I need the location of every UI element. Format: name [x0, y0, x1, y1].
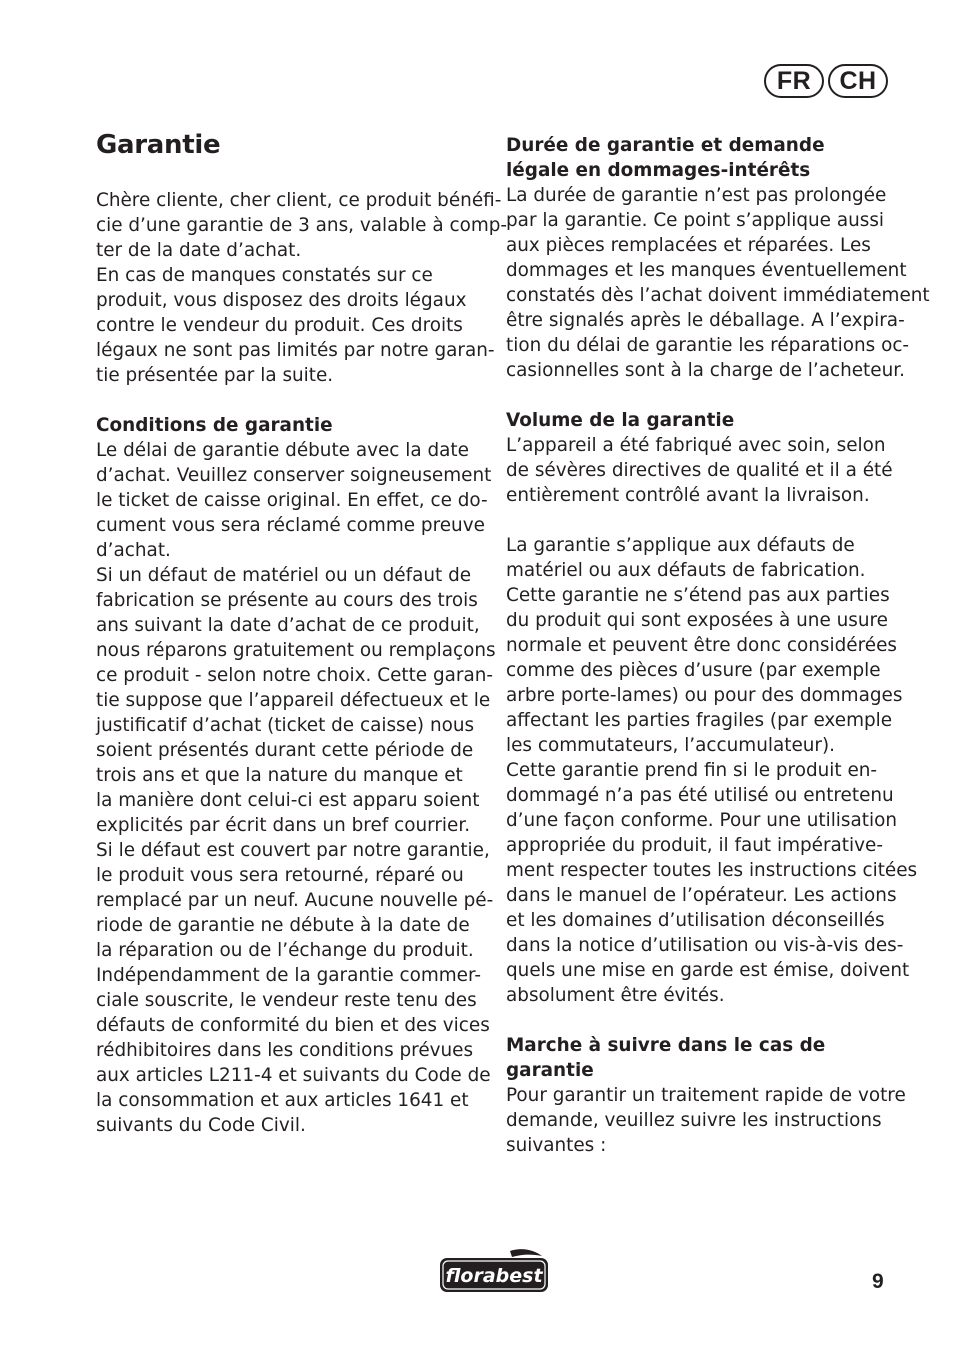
text-line: les commutateurs, l’accumulateur). — [506, 735, 836, 756]
scope-heading: Volume de la garantie — [506, 410, 735, 431]
text-line: dommagé n’a pas été utilisé ou entretenu — [506, 785, 894, 806]
text-line: arbre porte-lames) ou pour des dommages — [506, 685, 903, 706]
text-line: être signalés après le déballage. A l’expira- — [506, 310, 905, 331]
text-line: ment respecter toutes les instructions citées — [506, 860, 918, 881]
text-line: Cette garantie prend fin si le produit en- — [506, 760, 878, 781]
text-line: casionnelles sont à la charge de l’acheteur. — [506, 360, 905, 381]
text-line: tie présentée par la suite. — [96, 365, 334, 386]
text-line: La garantie s’applique aux défauts de — [506, 535, 855, 556]
text-line: Indépendamment de la garantie commer- — [96, 965, 482, 986]
text-line: du produit qui sont exposées à une usure — [506, 610, 888, 631]
text-line: le ticket de caisse original. En effet, ce do- — [96, 490, 488, 511]
lang-badge-ch: CH — [828, 64, 888, 98]
text-line: ce produit - selon notre choix. Cette garan- — [96, 665, 494, 686]
text-line: normale et peuvent être donc considérées — [506, 635, 897, 656]
text-line: légale en dommages-intérêts — [506, 160, 811, 181]
right-column — [506, 133, 930, 1158]
text-line: d’achat. Veuillez conserver soigneusement — [96, 465, 492, 486]
text-line: tion du délai de garantie les réparations oc- — [506, 335, 910, 356]
text-line: nous réparons gratuitement ou remplaçons — [96, 640, 496, 661]
text-line: rédhibitoires dans les conditions prévues — [96, 1040, 474, 1061]
text-line: aux pièces remplacées et réparées. Les — [506, 235, 871, 256]
text-line: Marche à suivre dans le cas de — [506, 1035, 826, 1056]
left-column — [96, 130, 508, 1138]
page-title: Garantie — [96, 130, 221, 160]
text-line: d’une façon conforme. Pour une utilisation — [506, 810, 897, 831]
text-line: remplacé par un neuf. Aucune nouvelle pé- — [96, 890, 494, 911]
text-line: et les domaines d’utilisation déconseillés — [506, 910, 885, 931]
text-line: ans suivant la date d’achat de ce produit, — [96, 615, 480, 636]
text-line: tie suppose que l’appareil défectueux et le — [96, 690, 491, 711]
text-line: absolument être évités. — [506, 985, 725, 1006]
text-line: L’appareil a été fabriqué avec soin, selon — [506, 435, 886, 456]
text-line: cument vous sera réclamé comme preuve — [96, 515, 485, 536]
florabest-logo — [438, 1248, 550, 1296]
text-line: légaux ne sont pas limités par notre garan- — [96, 340, 495, 361]
text-line: aux articles L211-4 et suivants du Code de — [96, 1065, 491, 1086]
text-line: comme des pièces d’usure (par exemple — [506, 660, 881, 681]
text-line: ciale souscrite, le vendeur reste tenu des — [96, 990, 477, 1011]
text-line: entièrement contrôlé avant la livraison. — [506, 485, 870, 506]
text-line: dommages et les manques éventuellement — [506, 260, 907, 281]
page-number: 9 — [872, 1270, 884, 1293]
scope-paragraph-2 — [506, 533, 918, 1008]
text-line: contre le vendeur du produit. Ces droits — [96, 315, 463, 336]
text-line: la consommation et aux articles 1641 et — [96, 1090, 469, 1111]
text-line: riode de garantie ne débute à la date de — [96, 915, 470, 936]
text-line: suivantes : — [506, 1135, 607, 1156]
text-line: dans la notice d’utilisation ou vis-à-vis des- — [506, 935, 904, 956]
intro-paragraph — [96, 188, 508, 388]
scope-paragraph-1 — [506, 433, 906, 508]
lang-badge-fr: FR — [764, 64, 824, 98]
text-line: garantie — [506, 1060, 594, 1081]
text-line: trois ans et que la nature du manque et — [96, 765, 463, 786]
text-line: soient présentés durant cette période de — [96, 740, 474, 761]
text-line: cie d’une garantie de 3 ans, valable à comp- — [96, 215, 508, 236]
text-line: suivants du Code Civil. — [96, 1115, 306, 1136]
text-line: ter de la date d’achat. — [96, 240, 302, 261]
text-line: la réparation ou de l’échange du produit. — [96, 940, 474, 961]
text-line: la manière dont celui-ci est apparu soient — [96, 790, 480, 811]
text-line: Si un défaut de matériel ou un défaut de — [96, 565, 472, 586]
conditions-paragraph — [96, 438, 496, 1138]
svg-text:florabest: florabest — [445, 1265, 543, 1287]
text-line: défauts de conformité du bien et des vices — [96, 1015, 490, 1036]
text-line: Chère cliente, cher client, ce produit bénéfi- — [96, 190, 502, 211]
text-line: explicités par écrit dans un bref courrier. — [96, 815, 471, 836]
text-line: par la garantie. Ce point s’applique aussi — [506, 210, 885, 231]
text-line: justificatif d’achat (ticket de caisse) nous — [96, 715, 475, 736]
text-line: demande, veuillez suivre les instructions — [506, 1110, 882, 1131]
text-line: Le délai de garantie débute avec la date — [96, 440, 469, 461]
text-line: En cas de manques constatés sur ce — [96, 265, 433, 286]
text-line: La durée de garantie n’est pas prolongée — [506, 185, 887, 206]
text-line: dans le manuel de l’opérateur. Les actions — [506, 885, 897, 906]
text-line: de sévères directives de qualité et il a été — [506, 460, 893, 481]
procedure-paragraph — [506, 1083, 906, 1158]
text-line: quels une mise en garde est émise, doivent — [506, 960, 910, 981]
text-line: constatés dès l’achat doivent immédiatement — [506, 285, 930, 306]
text-line: appropriée du produit, il faut impérative- — [506, 835, 883, 856]
text-line: produit, vous disposez des droits légaux — [96, 290, 467, 311]
procedure-heading — [506, 1033, 906, 1083]
conditions-heading: Conditions de garantie — [96, 415, 333, 436]
text-line: d’achat. — [96, 540, 171, 561]
text-line: Durée de garantie et demande — [506, 135, 825, 156]
text-line: Si le défaut est couvert par notre garantie, — [96, 840, 490, 861]
text-line: le produit vous sera retourné, réparé ou — [96, 865, 464, 886]
text-line: affectant les parties fragiles (par exemple — [506, 710, 893, 731]
duration-heading — [506, 133, 906, 183]
duration-paragraph — [506, 183, 930, 383]
text-line: fabrication se présente au cours des trois — [96, 590, 478, 611]
text-line: Pour garantir un traitement rapide de votre — [506, 1085, 906, 1106]
text-line: matériel ou aux défauts de fabrication. — [506, 560, 866, 581]
text-line: Cette garantie ne s’étend pas aux parties — [506, 585, 890, 606]
